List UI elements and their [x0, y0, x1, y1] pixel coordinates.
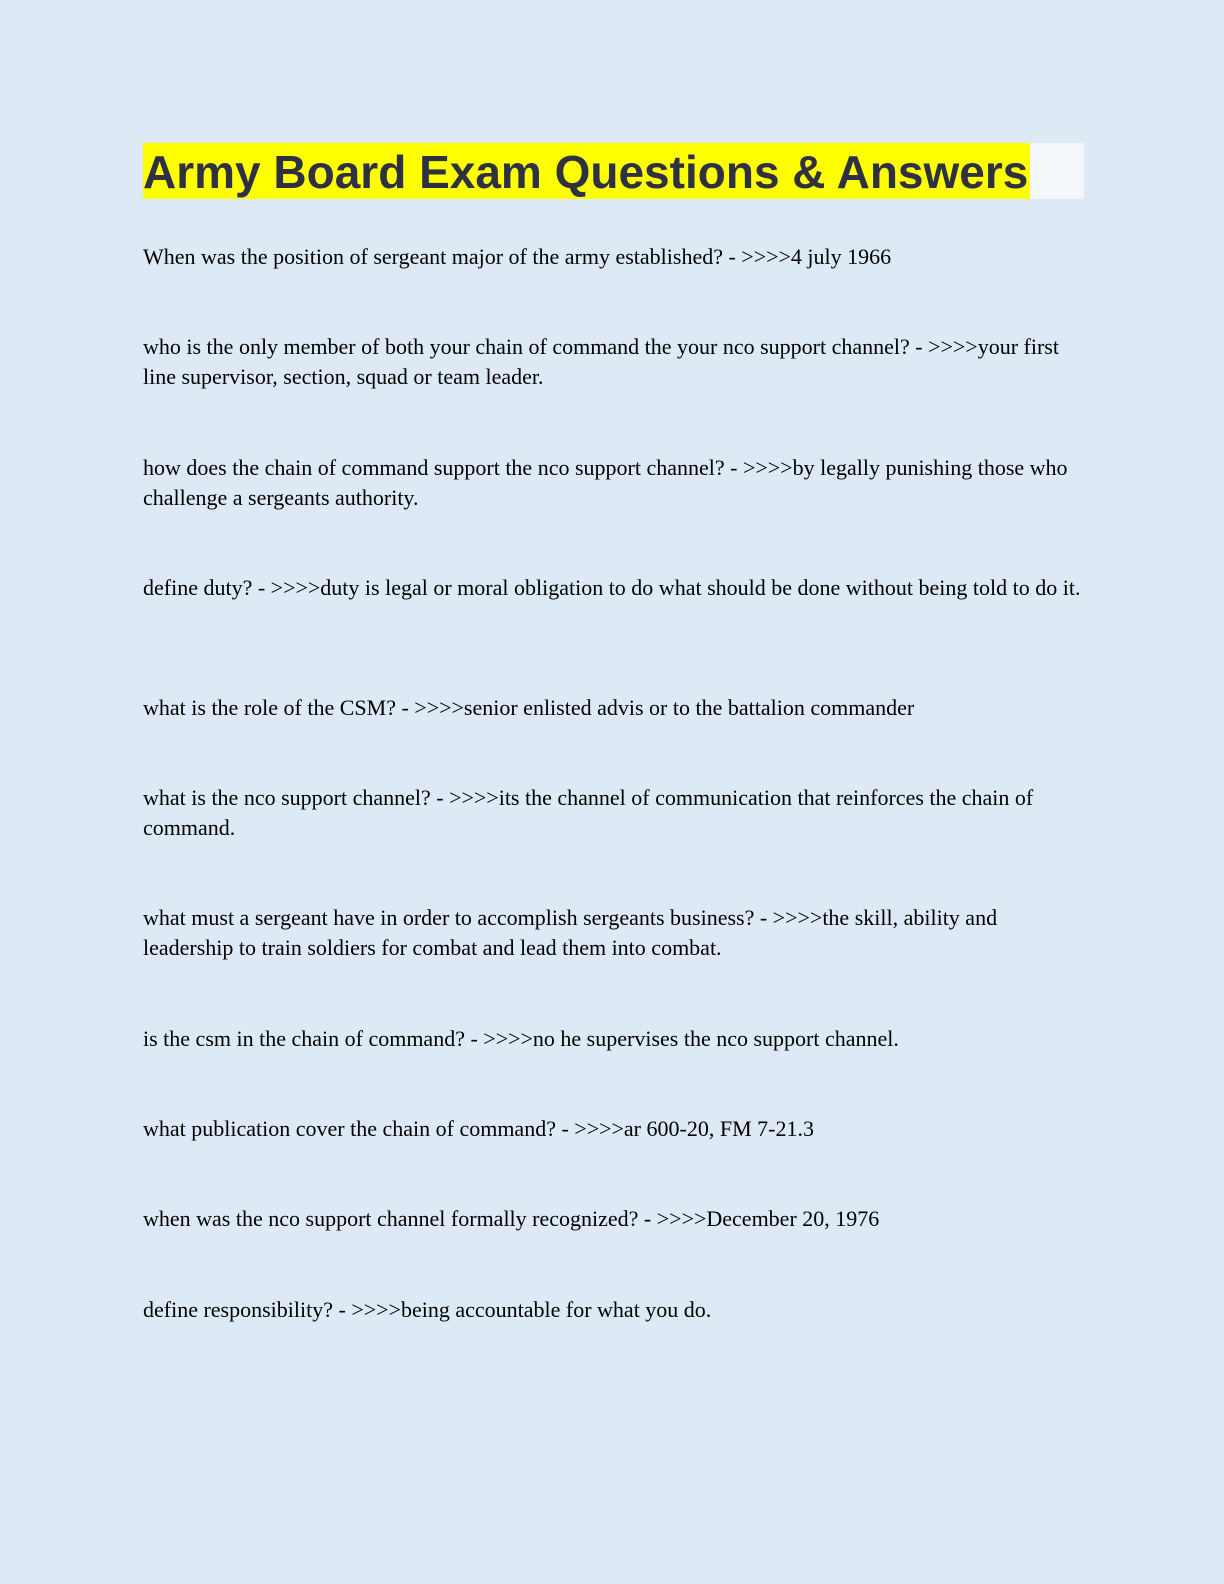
qa-item-11: define responsibility? - >>>>being accountable for what you do. — [143, 1297, 712, 1322]
qa-item-4: define duty? - >>>>duty is legal or moral obligation to do what should be done without being told to do it. — [143, 575, 1081, 600]
qa-item-9: what publication cover the chain of command? - >>>>ar 600-20, FM 7-21.3 — [143, 1116, 814, 1141]
qa-item-1: When was the position of sergeant major of the army established? - >>>>4 july 1966 — [143, 244, 892, 269]
qa-item-10: when was the nco support channel formally recognized? - >>>>December 20, 1976 — [143, 1206, 880, 1231]
qa-item-6: what is the nco support channel? - >>>>its the channel of communication that reinforces the chain of command. — [143, 785, 1034, 840]
qa-item-5: what is the role of the CSM? - >>>>senior enlisted advis or to the battalion commander — [143, 695, 915, 720]
qa-item-8: is the csm in the chain of command? - >>>>no he supervises the nco support channel. — [143, 1026, 899, 1051]
qa-item-7: what must a sergeant have in order to accomplish sergeants business? - >>>>the skill, ability and leadership to train soldiers for combat and lead them into combat. — [143, 905, 998, 960]
title-banner — [143, 143, 1084, 199]
qa-item-2: who is the only member of both your chain of command the your nco support channel? - >>>>your first line supervisor, section, squad or team leader. — [143, 334, 1059, 389]
page-title: Army Board Exam Questions & Answers — [143, 143, 1030, 199]
qa-item-3: how does the chain of command support the nco support channel? - >>>>by legally punishing those who challenge a sergeants authority. — [143, 455, 1068, 510]
